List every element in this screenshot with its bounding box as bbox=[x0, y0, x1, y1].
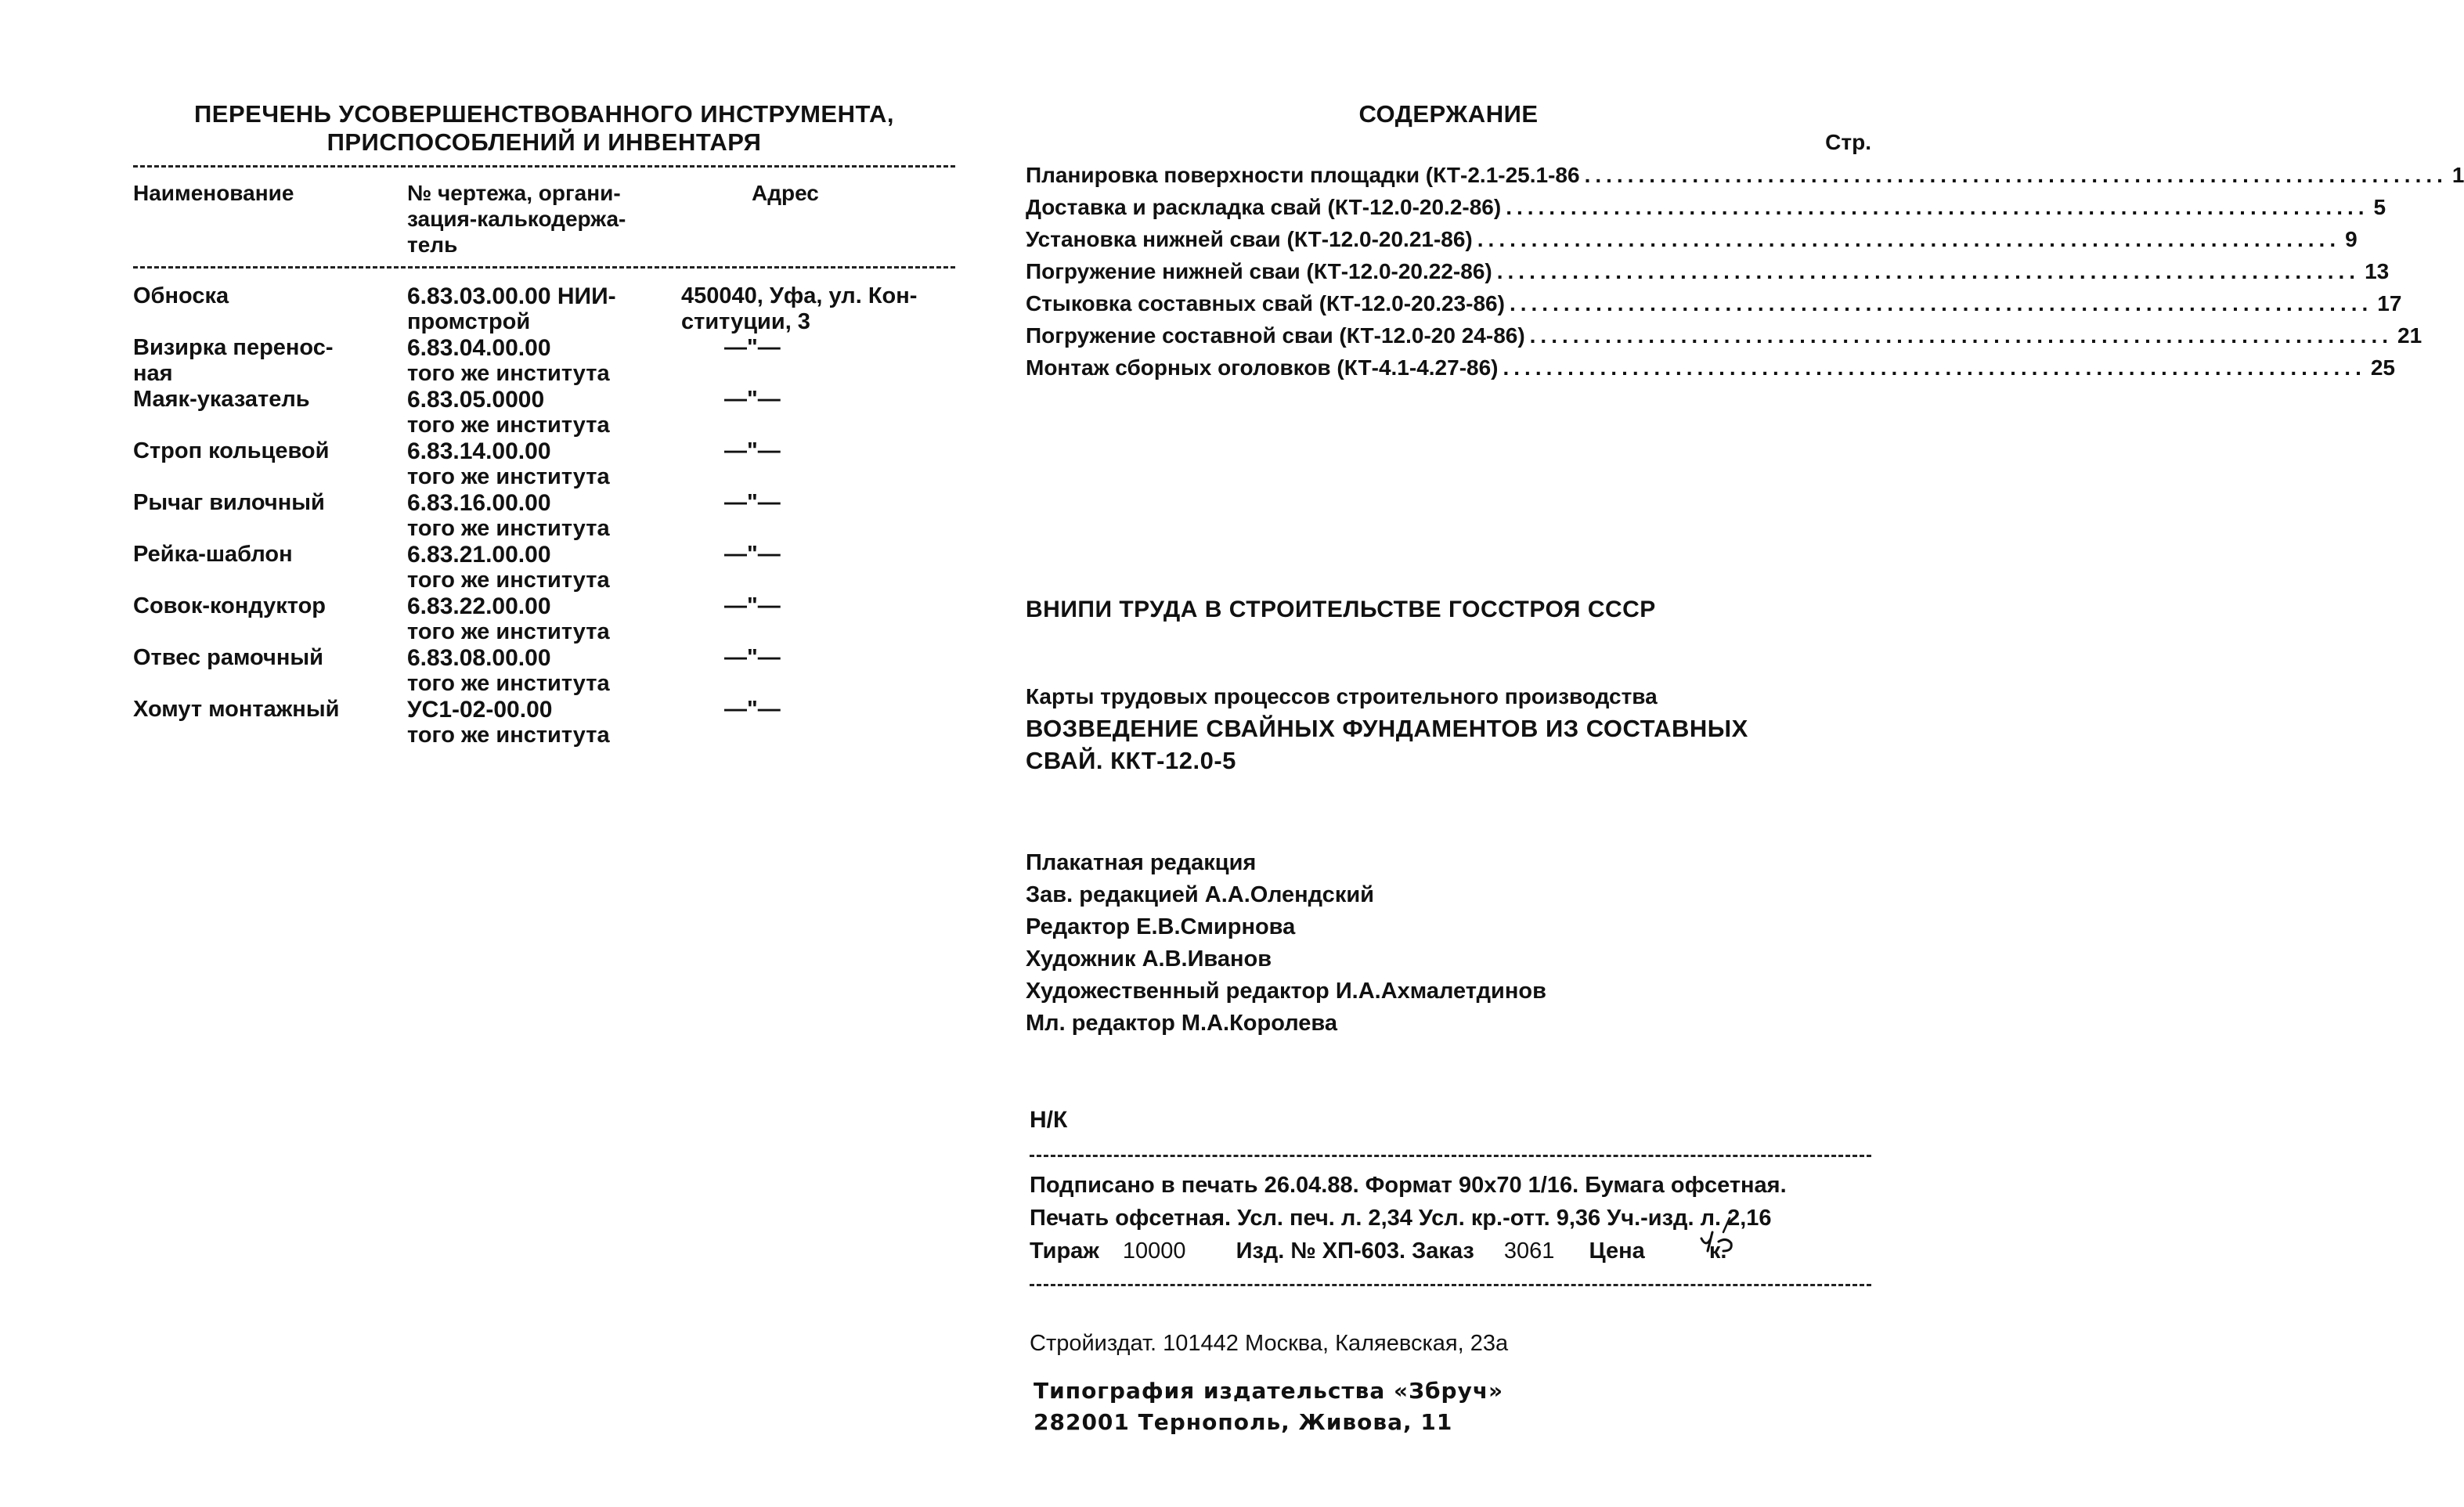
table-row bbox=[133, 645, 963, 697]
row-address: —"— bbox=[724, 542, 781, 567]
tools-list-title-line2: ПРИСПОСОБЛЕНИЙ И ИНВЕНТАРЯ bbox=[326, 128, 762, 156]
contents-leader: ................................................................................ bbox=[1584, 163, 2448, 187]
row-address: —"— bbox=[724, 335, 781, 360]
series-title: ВНИПИ ТРУДА В СТРОИТЕЛЬСТВЕ ГОССТРОЯ СССР bbox=[1026, 597, 1656, 622]
row-name-line2: ная bbox=[133, 361, 173, 386]
staff-line: Художник А.В.Иванов bbox=[1026, 946, 1272, 972]
contents-item bbox=[1026, 195, 2386, 223]
imprint-line1: Подписано в печать 26.04.88. Формат 90х70 1/16. Бумага офсетная. bbox=[1030, 1173, 1787, 1198]
book-title-line1: ВОЗВЕДЕНИЕ СВАЙНЫХ ФУНДАМЕНТОВ ИЗ СОСТАВНЫХ bbox=[1026, 715, 1748, 742]
staff-line: Художественный редактор И.А.Ахмалетдинов bbox=[1026, 979, 1546, 1004]
staff-line: Редактор Е.В.Смирнова bbox=[1026, 914, 1296, 939]
row-drawing-number: 6.83.03.00.00 НИИ- bbox=[407, 283, 616, 309]
contents-leader: ................................................................................ bbox=[1509, 291, 2373, 315]
row-organization: того же института bbox=[407, 464, 610, 489]
row-drawing bbox=[407, 490, 689, 542]
contents-leader: ................................................................................ bbox=[1529, 323, 2393, 348]
row-organization: того же института bbox=[407, 361, 610, 386]
printing-house-line2: 282001 Тернополь, Живова, 11 bbox=[1034, 1409, 1453, 1435]
contents-item-title: Погружение нижней сваи (КТ-12.0-20.22-86) bbox=[1026, 259, 1492, 283]
header-drawing bbox=[407, 180, 673, 258]
row-address: —"— bbox=[724, 645, 781, 670]
collection-subtitle: Карты трудовых процессов строительного производства bbox=[1026, 684, 1658, 708]
contents-item bbox=[1026, 259, 2390, 287]
imprint-block bbox=[1030, 1169, 1787, 1267]
contents-item-page: 17 bbox=[2377, 291, 2402, 315]
row-organization: того же института bbox=[407, 619, 610, 644]
contents-item bbox=[1026, 163, 2464, 191]
row-name bbox=[133, 283, 399, 309]
imprint-line3 bbox=[1030, 1235, 1787, 1267]
table-row bbox=[133, 593, 963, 645]
staff-line: Зав. редакцией А.А.Олендский bbox=[1026, 882, 1374, 907]
contents-item bbox=[1026, 291, 2402, 319]
row-organization: того же института bbox=[407, 671, 610, 696]
price-unit: к. bbox=[1708, 1238, 1727, 1264]
contents-leader: ................................................................................ bbox=[1503, 355, 2366, 380]
row-address: —"— bbox=[724, 438, 781, 463]
staff-line: Мл. редактор М.А.Королева bbox=[1026, 1011, 1337, 1036]
row-name-line1: Обноска bbox=[133, 283, 229, 308]
row-address bbox=[681, 283, 963, 335]
book-title bbox=[1026, 712, 1887, 777]
row-drawing-number: 6.83.05.0000 bbox=[407, 387, 545, 413]
row-drawing bbox=[407, 645, 689, 697]
book-title-line2: СВАЙ. ККТ-12.0-5 bbox=[1026, 747, 1236, 774]
imprint-line2: Печать офсетная. Усл. печ. л. 2,34 Усл. кр.-отт. 9,36 Уч.-изд. л. 2,16 bbox=[1030, 1206, 1772, 1231]
contents-item bbox=[1026, 227, 2358, 255]
row-drawing-number: 6.83.14.00.00 bbox=[407, 438, 551, 464]
table-row bbox=[133, 438, 963, 490]
row-name bbox=[133, 335, 399, 387]
table-top-rule bbox=[133, 165, 955, 168]
row-drawing bbox=[407, 593, 689, 645]
row-drawing bbox=[407, 283, 689, 335]
row-drawing-number: 6.83.16.00.00 bbox=[407, 490, 551, 516]
contents-item-title: Доставка и раскладка свай (КТ-12.0-20.2-86) bbox=[1026, 195, 1502, 219]
row-drawing-number: 6.83.08.00.00 bbox=[407, 645, 551, 671]
row-address: —"— bbox=[724, 387, 781, 412]
row-name: Строп кольцевой bbox=[133, 438, 330, 463]
print-run-label: Тираж bbox=[1030, 1238, 1099, 1264]
contents-item bbox=[1026, 355, 2395, 384]
table-row bbox=[133, 387, 963, 438]
order-label: Изд. № ХП-603. Заказ bbox=[1236, 1238, 1474, 1264]
printing-house bbox=[1034, 1375, 1503, 1438]
row-organization: того же института bbox=[407, 723, 610, 748]
table-row bbox=[133, 335, 963, 387]
row-name: Совок-кондуктор bbox=[133, 593, 326, 618]
order-value: 3061 bbox=[1503, 1238, 1555, 1264]
row-address-line1: 450040, Уфа, ул. Кон- bbox=[681, 283, 918, 308]
contents-item-page: 1 bbox=[2451, 163, 2464, 187]
contents-item-page: 5 bbox=[2373, 195, 2386, 219]
row-name-line1: Визирка перенос- bbox=[133, 335, 334, 360]
table-row bbox=[133, 283, 963, 335]
row-drawing-number: 6.83.22.00.00 bbox=[407, 593, 551, 619]
contents-item-page: 21 bbox=[2397, 323, 2423, 348]
handwritten-price-mark bbox=[1695, 1215, 1738, 1254]
table-row bbox=[133, 542, 963, 593]
row-address: —"— bbox=[724, 490, 781, 515]
editorial-staff bbox=[1026, 847, 1546, 1040]
contents-item-title: Погружение составной сваи (КТ-12.0-20 24-86) bbox=[1026, 323, 1525, 348]
row-address-line2: ституции, 3 bbox=[681, 309, 810, 334]
tools-list-title-line1: ПЕРЕЧЕНЬ УСОВЕРШЕНСТВОВАННОГО ИНСТРУМЕНТА, bbox=[194, 100, 894, 128]
printing-house-line1: Типография издательства «Збруч» bbox=[1034, 1378, 1504, 1404]
row-drawing bbox=[407, 697, 689, 748]
row-drawing bbox=[407, 542, 689, 593]
contents-leader: ................................................................................ bbox=[1496, 259, 2361, 283]
imprint-bottom-rule bbox=[1030, 1284, 1871, 1286]
header-address: Адрес bbox=[752, 181, 819, 205]
header-name: Наименование bbox=[133, 181, 294, 205]
contents-title: СОДЕРЖАНИЕ bbox=[1358, 100, 1539, 128]
tools-list-title bbox=[133, 100, 955, 157]
row-drawing bbox=[407, 387, 689, 438]
row-organization: того же института bbox=[407, 413, 610, 438]
row-name: Рычаг вилочный bbox=[133, 490, 325, 515]
row-drawing bbox=[407, 335, 689, 387]
header-drawing-line1: № чертежа, органи- bbox=[407, 181, 621, 205]
row-name: Хомут монтажный bbox=[133, 697, 340, 722]
contents-item-page: 25 bbox=[2370, 355, 2395, 380]
print-run-value: 10000 bbox=[1122, 1238, 1186, 1264]
header-drawing-line2: зация-калькодержа- bbox=[407, 207, 626, 231]
row-name: Отвес рамочный bbox=[133, 645, 323, 670]
contents-page-header: Стр. bbox=[1825, 130, 1871, 154]
row-drawing-number: 6.83.04.00.00 bbox=[407, 335, 551, 361]
contents-leader: ................................................................................ bbox=[1477, 227, 2341, 251]
table-row bbox=[133, 490, 963, 542]
row-drawing-number: УС1-02-00.00 bbox=[407, 697, 553, 723]
contents-leader: ................................................................................ bbox=[1506, 195, 2369, 219]
row-address: —"— bbox=[724, 593, 781, 618]
contents-item-page: 9 bbox=[2345, 227, 2358, 251]
row-organization: того же института bbox=[407, 516, 610, 541]
row-drawing bbox=[407, 438, 689, 490]
staff-line: Плакатная редакция bbox=[1026, 850, 1257, 875]
contents-item-title: Монтаж сборных оголовков (КТ-4.1-4.27-86) bbox=[1026, 355, 1499, 380]
publisher-line: Стройиздат. 101442 Москва, Каляевская, 23а bbox=[1030, 1331, 1509, 1356]
row-organization: того же института bbox=[407, 568, 610, 593]
contents-item bbox=[1026, 323, 2423, 352]
contents-item-title: Стыковка составных свай (КТ-12.0-20.23-86) bbox=[1026, 291, 1505, 315]
imprint-top-rule bbox=[1030, 1155, 1871, 1157]
row-address: —"— bbox=[724, 697, 781, 722]
row-name: Рейка-шаблон bbox=[133, 542, 293, 567]
contents-item-title: Планировка поверхности площадки (КТ-2.1-25.1-86 bbox=[1026, 163, 1580, 187]
table-header-rule bbox=[133, 266, 955, 269]
header-drawing-line3: тель bbox=[407, 233, 458, 257]
row-drawing-number: 6.83.21.00.00 bbox=[407, 542, 551, 568]
row-organization: промстрой bbox=[407, 309, 531, 334]
table-row bbox=[133, 697, 963, 748]
contents-item-title: Установка нижней сваи (КТ-12.0-20.21-86) bbox=[1026, 227, 1473, 251]
contents-item-page: 13 bbox=[2365, 259, 2390, 283]
price-label: Цена bbox=[1589, 1238, 1645, 1264]
row-name: Маяк-указатель bbox=[133, 387, 310, 412]
nk-mark: Н/К bbox=[1030, 1107, 1068, 1133]
